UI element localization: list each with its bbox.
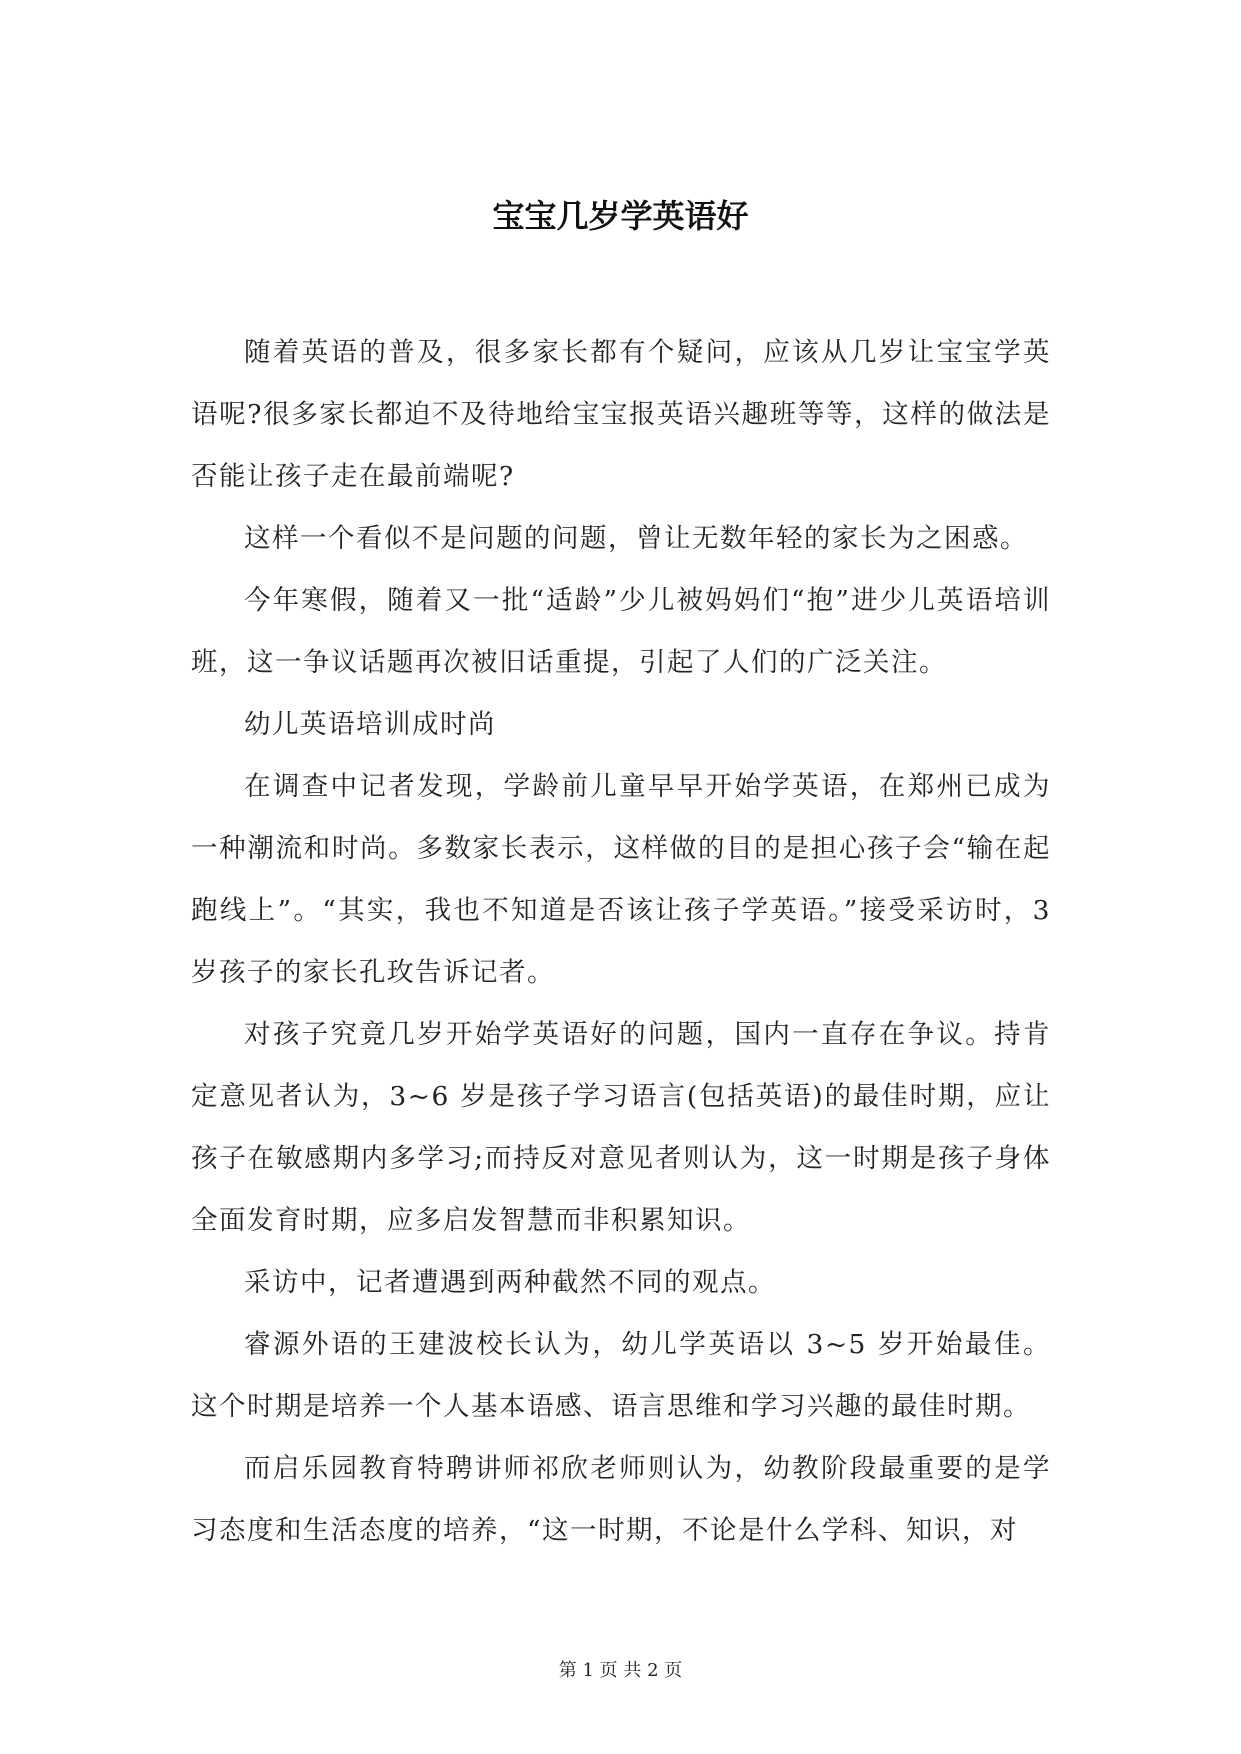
paragraph: 随着英语的普及，很多家长都有个疑问，应该从几岁让宝宝学英语呢?很多家长都迫不及待地给宝宝报英语兴趣班等等，这样的做法是否能让孩子走在最前端呢? — [191, 337, 1051, 492]
document-title: 宝宝几岁学英语好 — [492, 197, 749, 235]
paragraph: 而启乐园教育特聘讲师祁欣老师则认为，幼教阶段最重要的是学习态度和生活态度的培养，“这一时期，不论是什么学科、知识，对 — [191, 1453, 1051, 1546]
paragraph: 今年寒假，随着又一批“适龄”少儿被妈妈们“抱”进少儿英语培训班，这一争议话题再次被旧话重提，引起了人们的广泛关注。 — [191, 585, 1051, 678]
paragraph: 睿源外语的王建波校长认为，幼儿学英语以 3~5 岁开始最佳。这个时期是培养一个人基本语感、语言思维和学习兴趣的最佳时期。 — [191, 1329, 1051, 1422]
paragraph: 在调查中记者发现，学龄前儿童早早开始学英语，在郑州已成为一种潮流和时尚。多数家长表示，这样做的目的是担心孩子会“输在起跑线上”。“其实，我也不知道是否该让孩子学英语。”接受采访时，3 岁孩子的家长孔玫告诉记者。 — [191, 771, 1051, 988]
page-number-footer: 第 1 页 共 2 页 — [558, 1660, 683, 1681]
section-heading: 幼儿英语培训成时尚 — [244, 709, 496, 740]
document-body — [191, 322, 1051, 1562]
paragraph: 这样一个看似不是问题的问题，曾让无数年轻的家长为之困惑。 — [244, 523, 1028, 554]
paragraph: 采访中，记者遭遇到两种截然不同的观点。 — [244, 1267, 776, 1298]
paragraph: 对孩子究竟几岁开始学英语好的问题，国内一直存在争议。持肯定意见者认为，3~6 岁是孩子学习语言(包括英语)的最佳时期，应让孩子在敏感期内多学习;而持反对意见者则认为，这一时期是孩子身体全面发育时期，应多启发智慧而非积累知识。 — [191, 1019, 1051, 1236]
